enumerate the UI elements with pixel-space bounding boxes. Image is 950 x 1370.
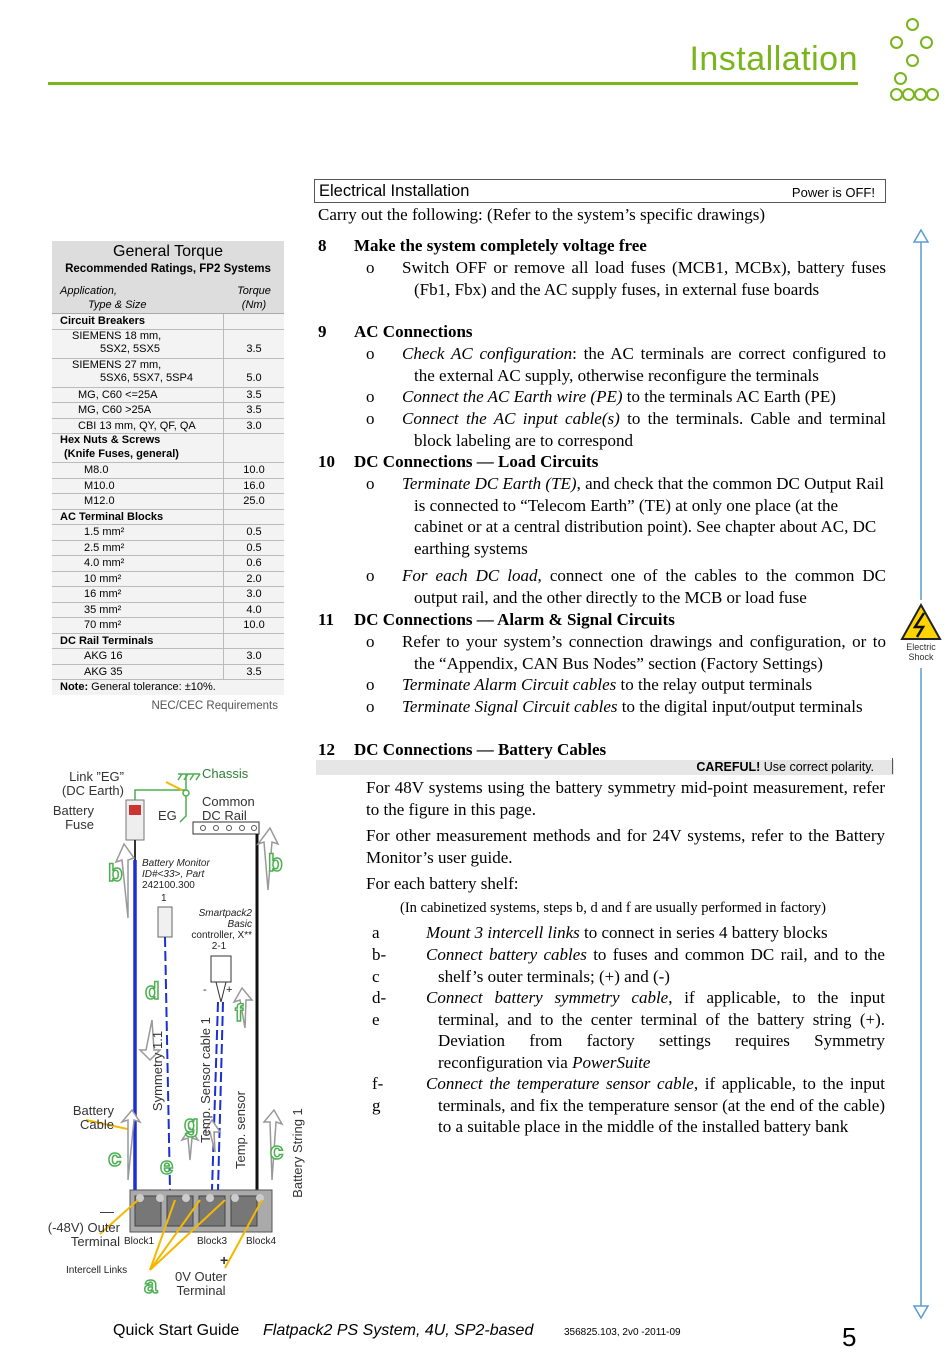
bullet: o Connect the AC input cable(s) to the terminals. Cable and terminal block labeling are to correspond: [366, 409, 886, 450]
chassis-label: Chassis: [202, 766, 249, 781]
page-number: 5: [842, 1322, 857, 1352]
intercell-links-label: Intercell Links: [66, 1265, 128, 1276]
torque-row-label: SIEMENS 27 mm, 5SX6, 5SX7, 5SP4: [52, 359, 224, 387]
step-letter-b: b: [268, 850, 283, 877]
torque-row: [52, 525, 284, 541]
col-nm: (Nm): [241, 298, 267, 311]
torque-row-value: 10.0: [243, 619, 265, 631]
careful-banner: CAREFUL! Use correct polarity.: [316, 760, 894, 775]
torque-row: [52, 510, 284, 526]
torque-row: [52, 419, 284, 435]
torque-row-value: 10.0: [243, 464, 265, 476]
torque-table-title: General Torque: [113, 243, 223, 260]
torque-row-label: SIEMENS 18 mm, 5SX2, 5SX5: [52, 330, 224, 358]
torque-row-label: DC Rail Terminals: [52, 634, 224, 649]
torque-row: [52, 618, 284, 634]
bullet: o Terminate DC Earth (TE), and check that the common DC Output Rail is connected to “Telecom Earth” (TE) at only one place (at the cabinet or at a central distribution point). See chapter about AC, DC earthing systems: [366, 474, 884, 558]
torque-row: [52, 634, 284, 650]
torque-row-label: 70 mm²: [52, 618, 224, 633]
torque-row: [52, 388, 284, 404]
torque-row-label: 4.0 mm²: [52, 556, 224, 571]
torque-row-label: M8.0: [52, 463, 224, 478]
torque-row-label: 35 mm²: [52, 603, 224, 618]
step-number: 8: [318, 236, 327, 255]
torque-rows: [52, 314, 284, 680]
torque-row-value: 3.0: [246, 588, 262, 600]
footer-product: Flatpack2 PS System, 4U, SP2-based: [263, 1322, 534, 1339]
torque-row-label: 2.5 mm²: [52, 541, 224, 556]
outer-minus-dash: —: [100, 1203, 114, 1219]
step-title: Make the system completely voltage free: [354, 236, 647, 255]
bullet: o Check AC configuration: the AC terminals are correct configured to the external AC supply, otherwise reconfigure the terminals: [366, 344, 886, 385]
torque-table-header: [52, 241, 284, 281]
torque-row-value: [224, 434, 284, 462]
block4-label: Block4: [246, 1236, 277, 1247]
torque-row-label: 10 mm²: [52, 572, 224, 587]
page-header-title: Installation: [689, 40, 858, 78]
torque-row-value: 3.5: [246, 404, 262, 416]
torque-row: [52, 572, 284, 588]
eg-label: EG: [158, 808, 177, 823]
minus-label: -: [203, 984, 207, 996]
torque-row-value: 3.5: [246, 388, 262, 401]
battery-cable-label: Battery Cable: [72, 1103, 114, 1132]
electrical-installation-box: [314, 179, 886, 203]
step-letter-f: f: [235, 1000, 243, 1027]
torque-row-value: 25.0: [243, 495, 265, 507]
block1-label: Block1: [124, 1236, 155, 1247]
nec-requirements-link[interactable]: NEC/CEC Requirements: [151, 700, 278, 712]
torque-row-value: 3.0: [246, 650, 262, 662]
common-dc-rail-label: Common DC Rail: [202, 794, 255, 823]
footer-guide: Quick Start Guide: [113, 1322, 240, 1339]
battery-monitor-label: Battery Monitor ID#<33>, Part 242100.300: [142, 858, 210, 891]
torque-row-value: [224, 634, 284, 649]
plus-sign: +: [220, 1252, 229, 1268]
torque-row-value: 3.5: [246, 342, 262, 355]
torque-row-label: 16 mm²: [52, 587, 224, 602]
step-letter-e: e: [160, 1153, 174, 1180]
torque-row: [52, 434, 284, 463]
bullet: o Connect the AC Earth wire (PE) to the terminals AC Earth (PE): [366, 387, 836, 406]
torque-row: [52, 603, 284, 619]
col-type-size: Type & Size: [88, 298, 147, 311]
side-arrow-icon: [908, 228, 934, 1328]
note-paragraph: (In cabinetized systems, steps b, d and f are usually performed in factory): [400, 900, 826, 916]
torque-row: [52, 649, 284, 665]
electric-shock-icon: [900, 603, 942, 641]
general-torque-table: [52, 241, 284, 712]
paragraph: For each battery shelf:: [366, 874, 519, 893]
power-off-badge: Power is OFF!: [791, 185, 875, 200]
step-letter-b: b: [108, 860, 123, 887]
col-torque: Torque: [237, 285, 271, 297]
bullet: o Switch OFF or remove all load fuses (MCB1, MCBx), battery fuses (Fb1, Fbx) and the AC supply fuses, in external fuse boards: [366, 258, 886, 299]
header-rule: [48, 82, 858, 85]
torque-row-value: 3.5: [246, 665, 262, 678]
torque-row: [52, 541, 284, 557]
temp-sensor-label: Temp. sensor: [233, 1090, 248, 1170]
torque-row-value: 0.5: [246, 541, 262, 554]
torque-column-headers: [52, 281, 284, 314]
bullet: o Refer to your system’s connection drawings and configuration, or to the “Appendix, CAN Bus Nodes” section (Factory Settings): [366, 632, 886, 673]
torque-row-value: 0.5: [246, 526, 262, 538]
smartpack2-label: Smartpack2 Basic controller, X** 2-1: [191, 908, 252, 952]
torque-row: [52, 359, 284, 388]
paragraph: For other measurement methods and for 24V systems, refer to the Battery Monitor’s user guide.: [366, 826, 885, 867]
torque-row-value: [224, 314, 284, 329]
link-eg-label: Link ”EG” (DC Earth): [61, 769, 124, 798]
torque-row-value: 2.0: [246, 572, 262, 585]
torque-row-value: 3.0: [246, 419, 262, 432]
paragraph: For 48V systems using the battery symmetry mid-point measurement, refer to the figure in this page.: [366, 778, 885, 819]
torque-row: [52, 463, 284, 479]
outer-minus-terminal-label: (-48V) Outer Terminal: [47, 1220, 120, 1249]
torque-row: [52, 494, 284, 510]
torque-row-label: MG, C60 <=25A: [52, 388, 224, 403]
torque-row-value: 0.6: [246, 557, 262, 569]
symmetry-label: Symmetry 1.1: [150, 1030, 165, 1112]
torque-row-label: MG, C60 >25A: [52, 403, 224, 418]
torque-row: [52, 314, 284, 330]
torque-row-label: AC Terminal Blocks: [52, 510, 224, 525]
torque-row-value: [224, 510, 284, 525]
torque-row: [52, 330, 284, 359]
terminal-1-label: 1: [161, 893, 167, 904]
torque-row-value: 4.0: [246, 603, 262, 616]
temp-sensor-cable-label: Temp. Sensor cable 1: [198, 1017, 213, 1143]
step-letter-a: a: [144, 1272, 158, 1299]
torque-row-label: CBI 13 mm, QY, QF, QA: [52, 419, 224, 434]
plus-label: +: [226, 984, 233, 996]
bullet: o Terminate Alarm Circuit cables to the relay output terminals: [366, 675, 813, 694]
torque-row-value: 16.0: [243, 479, 265, 492]
step-letter-c: c: [108, 1145, 122, 1172]
torque-row-label: M10.0: [52, 479, 224, 494]
torque-row-label: Hex Nuts & Screws (Knife Fuses, general): [52, 434, 224, 462]
bullet: o For each DC load, connect one of the cables to the common DC output rail, and the other directly to the MCB or load fuse: [366, 566, 886, 607]
torque-row: [52, 403, 284, 419]
step-letter-g: g: [184, 1111, 199, 1138]
col-application: Application,: [60, 285, 117, 297]
torque-note: Note: General tolerance: ±10%.: [52, 680, 284, 695]
battery-string-label: Battery String 1: [290, 1108, 305, 1198]
intro-text: Carry out the following: (Refer to the system’s specific drawings): [318, 205, 766, 224]
torque-row-label: AKG 16: [52, 649, 224, 664]
torque-row-label: 1.5 mm²: [52, 525, 224, 540]
banner-edge: [892, 758, 893, 774]
block3-label: Block3: [197, 1236, 228, 1247]
footer-doc-code: 356825.103, 2v0 -2011-09: [564, 1327, 681, 1338]
torque-row-label: Circuit Breakers: [52, 314, 224, 329]
torque-row-value: 5.0: [246, 371, 262, 384]
torque-row: [52, 587, 284, 603]
step-letter-c: c: [270, 1138, 284, 1165]
torque-row: [52, 479, 284, 495]
logo-icon: [890, 18, 940, 100]
bullet: o Terminate Signal Circuit cables to the digital input/output terminals: [366, 697, 863, 716]
torque-row-label: AKG 35: [52, 665, 224, 680]
torque-row: [52, 556, 284, 572]
outer-zero-terminal-label: 0V Outer Terminal: [174, 1269, 228, 1298]
torque-row: [52, 665, 284, 681]
torque-table-subtitle: Recommended Ratings, FP2 Systems: [65, 263, 271, 275]
step-letter-d: d: [145, 978, 160, 1005]
battery-fuse-label: Battery Fuse: [52, 803, 94, 832]
torque-row-label: M12.0: [52, 494, 224, 509]
electric-shock-label: Electric Shock: [906, 642, 936, 662]
section-title: Electrical Installation: [319, 182, 470, 200]
